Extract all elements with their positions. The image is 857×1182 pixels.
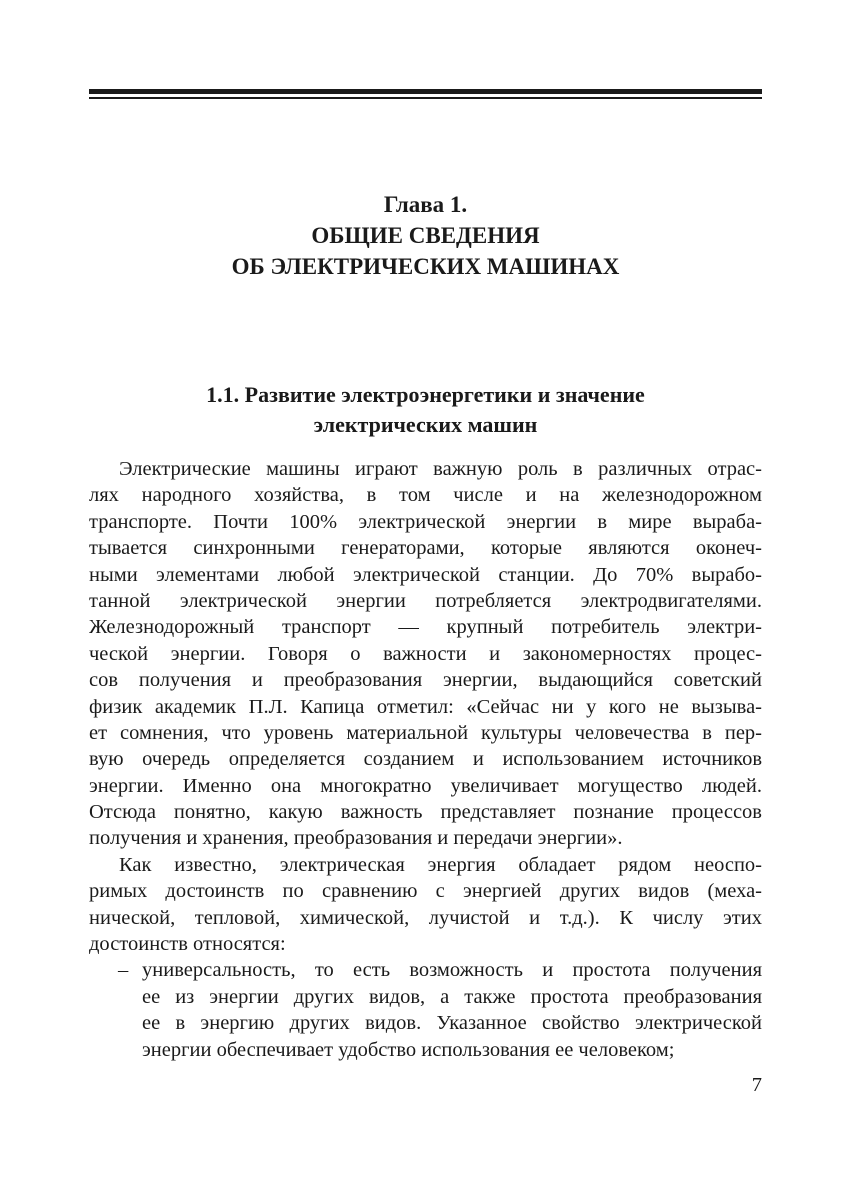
bullet-item [89, 957, 762, 1063]
text-line: получения и хранения, преобразования и передачи энергии». [89, 827, 623, 850]
bullet-line: ее в энергию других видов. Указанное свойство электрической [142, 1012, 762, 1035]
chapter-title-line: ОБ ЭЛЕКТРИЧЕСКИХ МАШИНАХ [231, 254, 620, 279]
text-line: нической, тепловой, химической, лучистой и т.д.). К числу этих [89, 906, 762, 929]
bullet-text: универсальность, то есть возможность и простота получения [142, 959, 762, 982]
header-rule-thick [89, 89, 762, 94]
bullet-line: ее из энергии других видов, а также простота преобразования [142, 985, 762, 1008]
paragraph-1 [89, 456, 762, 852]
page-number: 7 [751, 1074, 762, 1096]
body-text [89, 456, 762, 1063]
section-title-line: электрических машин [313, 412, 538, 437]
text-line: ными элементами любой электрической станции. До 70% вырабо- [89, 563, 762, 586]
section-heading [89, 380, 762, 440]
text-line: физик академик П.Л. Капица отметил: «Сейчас ни у кого не вызыва- [89, 695, 762, 718]
text-line: Железнодорожный транспорт — крупный потребитель электри- [89, 616, 762, 639]
text-line: вую очередь определяется созданием и использованием источников [89, 748, 762, 771]
text-line: Электрические машины играют важную роль в различных отрас- [119, 458, 762, 480]
bullet-dash: – [118, 959, 129, 982]
text-line: сов получения и преобразования энергии, выдающийся советский [89, 669, 762, 692]
chapter-heading [89, 189, 762, 282]
chapter-title-line: ОБЩИЕ СВЕДЕНИЯ [311, 223, 540, 248]
text-line: достоинств относятся: [89, 933, 286, 956]
text-line: Отсюда понятно, какую важность представляет познание процессов [89, 801, 762, 824]
bullet-line: энергии обеспечивает удобство использования ее человеком; [142, 1038, 675, 1061]
text-line: танной электрической энергии потребляется электродвигателями. [89, 589, 762, 612]
text-line: тывается синхронными генераторами, которые являются оконеч- [89, 537, 762, 560]
text-line: Как известно, электрическая энергия обладает рядом неоспо- [119, 853, 762, 876]
text-line: римых достоинств по сравнению с энергией других видов (меха- [89, 880, 762, 903]
chapter-number: Глава 1. [383, 192, 468, 217]
section-title-line: 1.1. Развитие электроэнергетики и значение [206, 382, 645, 407]
paragraph-2 [89, 852, 762, 958]
text-line: энергии. Именно она многократно увеличивает могущество людей. [89, 774, 762, 797]
bullet-line-first [89, 957, 762, 983]
text-line: ет сомнения, что уровень материальной культуры человечества в пер- [89, 721, 762, 744]
text-line: транспорте. Почти 100% электрической энергии в мире выраба- [89, 510, 762, 533]
header-rule-thin [89, 97, 762, 99]
text-line: лях народного хозяйства, в том числе и на железнодорожном [89, 484, 762, 507]
text-line: ческой энергии. Говоря о важности и закономерностях процес- [89, 642, 762, 665]
